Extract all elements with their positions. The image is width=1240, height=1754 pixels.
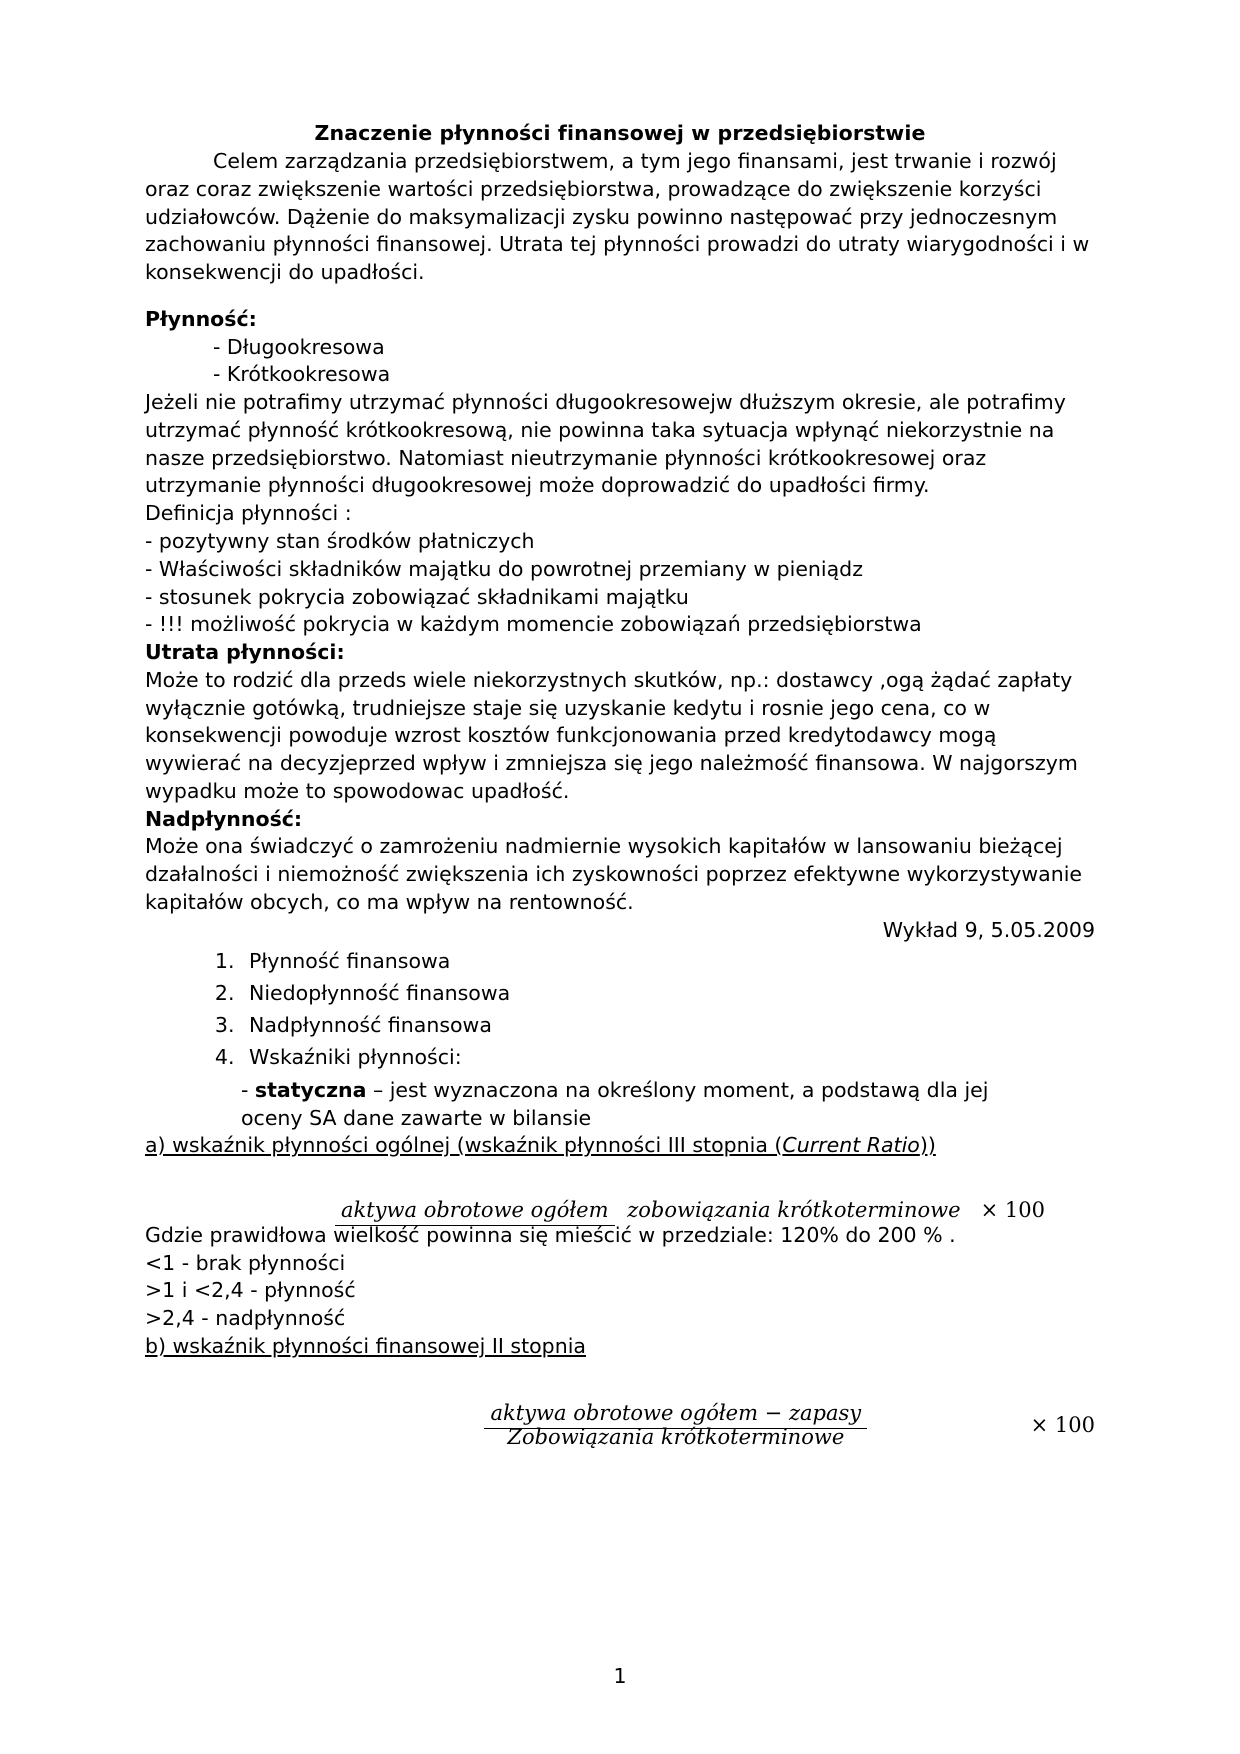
fraction [335, 1401, 1017, 1449]
point-a-heading: a) wskaźnik płynności ogólnej (wskaźnik płynności III stopnia (Current Ratio)) [145, 1133, 936, 1158]
paragraph-nadplynnosc: Może ona świadczyć o zamrożeniu nadmiernie wysokich kapitałów w lansowaniu bieżącej dzałalności i niemożność zwiększenia ich zyskowności poprzez efektywne wykorzystywanie kapitałów obcych, co ma wpływ na rentowność. [145, 834, 1083, 914]
section-heading-plynnosc: Płynność: [145, 306, 257, 331]
formula-numerator: aktywa obrotowe ogółem − zapasy [484, 1401, 867, 1429]
point-a-italic-term: Current Ratio [782, 1133, 920, 1158]
formula-multiplier: × 100 [980, 1197, 1045, 1222]
statyczna-definition-line2: oceny SA dane zawarte w bilansie [241, 1105, 592, 1130]
statyczna-rest: – jest wyznaczona na określony moment, a podstawą dla jej [366, 1077, 989, 1102]
formula-numerator: aktywa obrotowe ogółem [335, 1198, 615, 1226]
list-item: 2. Niedopłynność finansowa [241, 980, 1095, 1008]
section-heading-utrata: Utrata płynności: [145, 640, 345, 665]
spacer [145, 287, 1095, 306]
lecture-reference: Wykład 9, 5.05.2009 [882, 917, 1095, 942]
definicja-item-2: - Właściwości składników majątku do powrotnej przemiany w pieniądz [145, 556, 863, 581]
formula-quick-ratio [335, 1401, 1095, 1449]
definicja-label: Definicja płynności : [145, 501, 352, 526]
list-item: 3. Nadpłynność finansowa [241, 1012, 1095, 1040]
page-number: 1 [613, 1664, 627, 1688]
formula-denominator: Zobowiązania krótkoterminowe [507, 1424, 845, 1449]
list-item: 1. Płynność finansowa [241, 948, 1095, 976]
paragraph-utrata: Może to rodzić dla przeds wiele niekorzystnych skutków, np.: dostawcy ,ogą żądać zapłaty wyłącznie gotówką, trudniejsze staje się uzyskanie kedytu i rosnie jego cena, co w konsekwencji powoduje wzrost kosztów funkcjonowania przed kredytodawcy mogą wywierać na decyzjeprzed wpływ i zmniejsza się jego należmość finansowa. W najgorszym wypadku może to spowodowac upadłość. [145, 667, 1078, 803]
formula-current-ratio [335, 1198, 1095, 1222]
definicja-item-1: - pozytywny stan środków płatniczych [145, 529, 535, 553]
plynnosc-item-dlugookresowa: - Długookresowa [213, 334, 385, 359]
range-item-2: >1 i <2,4 - płynność [145, 1278, 356, 1303]
formula-multiplier: × 100 [1030, 1412, 1095, 1437]
definicja-item-4: - !!! możliwość pokrycia w każdym momencie zobowiązań przedsiębiorstwa [145, 612, 922, 637]
plynnosc-item-krotkookresowa: - Krótkookresowa [213, 362, 391, 387]
point-b-heading: b) wskaźnik płynności finansowej II stopnia [145, 1333, 586, 1358]
fraction [335, 1198, 967, 1222]
range-item-3: >2,4 - nadpłynność [145, 1306, 346, 1331]
section-heading-nadplynnosc: Nadpłynność: [145, 806, 303, 831]
formula-denominator: zobowiązania krótkoterminowe [627, 1197, 961, 1222]
definicja-item-3: - stosunek pokrycia zobowiązać składnikami majątku [145, 584, 689, 609]
range-item-1: <1 - brak płynności [145, 1250, 346, 1275]
intro-paragraph: Celem zarządzania przedsiębiorstwem, a tym jego finansami, jest trwanie i rozwój oraz coraz zwiększenie wartości przedsiębiorstwa, prowadzące do zwiększenie korzyści udziałowców. Dążenie do maksymalizacji zysku powinno następować przy jednoczesnym zachowaniu płynności finansowej. Utrata tej płynności prowadzi do utraty wiarygodności i w konsekwencji do upadłości. [145, 149, 1090, 285]
paragraph-jezeli: Jeżeli nie potrafimy utrzymać płynności długookresowejw dłuższym okresie, ale potrafimy utrzymać płynność krótkookresową, nie powinna taka sytuacja wpłynąć niekorzystnie na nasze przedsiębiorstwo. Natomiast nieutrzymanie płynności krótkookresowej oraz utrzymanie płynności długookresowej może doprowadzić do upadłości firmy. [145, 390, 1066, 498]
numbered-list [145, 948, 1095, 1071]
statyczna-definition-line1 [145, 1076, 1095, 1104]
page-title: Znaczenie płynności finansowej w przedsiębiorstwie [314, 121, 926, 145]
statyczna-term: statyczna [254, 1077, 367, 1102]
statyczna-dash: - [241, 1077, 255, 1102]
range-intro-line: Gdzie prawidłowa wielkość powinna się mieścić w przedziale: 120% do 200 % . [145, 1222, 956, 1247]
list-item: 4. Wskaźniki płynności: [241, 1044, 1095, 1072]
